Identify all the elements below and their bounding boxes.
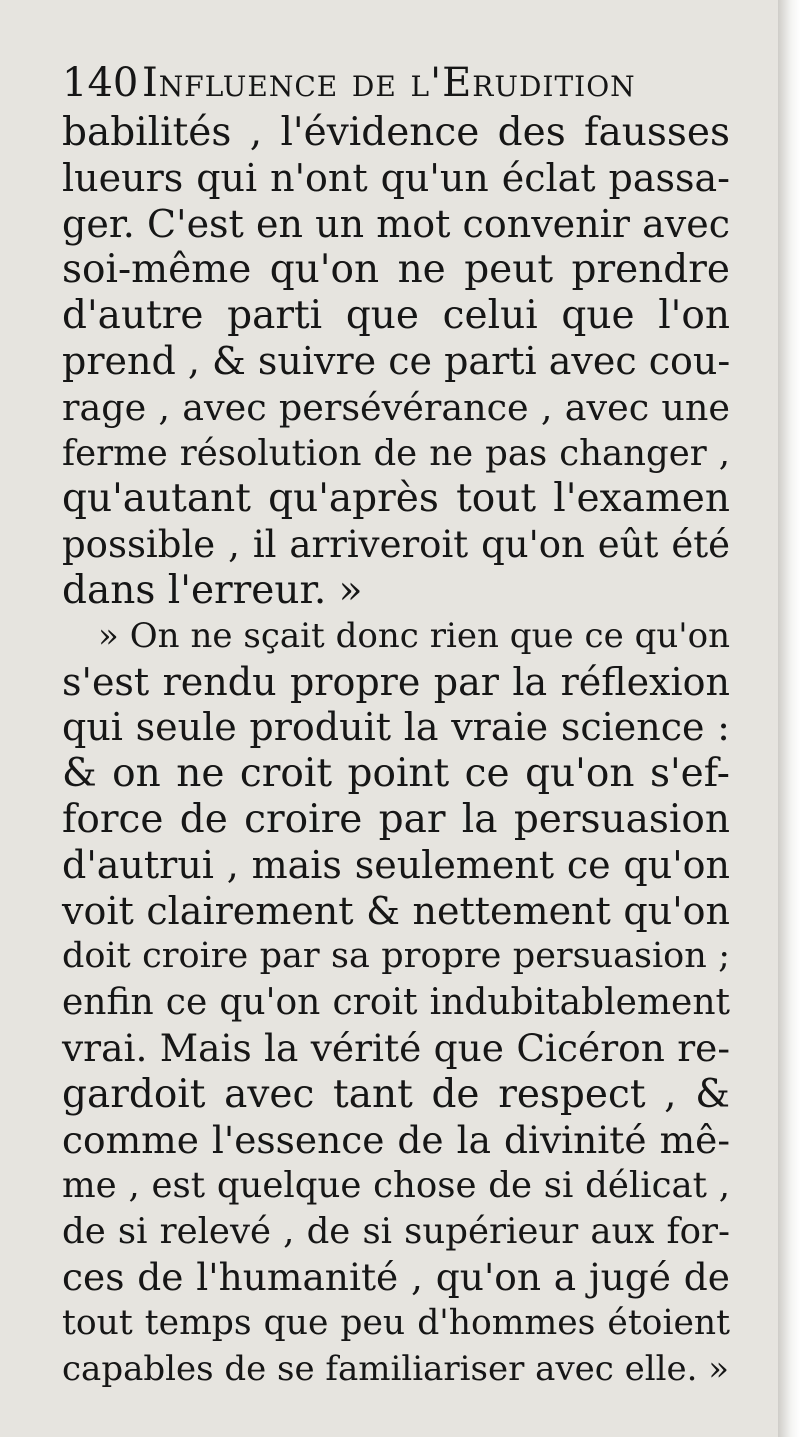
- text-line: qu'autant qu'après tout l'examen: [62, 476, 730, 522]
- page-number: 140: [62, 60, 139, 106]
- text-line: de si relevé , de si supérieur aux for-: [62, 1211, 730, 1253]
- text-line: tout temps que peu d'hommes étoient: [62, 1302, 730, 1343]
- text-line: babilités , l'évidence des fausses: [62, 110, 730, 155]
- text-line: lueurs qui n'ont qu'un éclat passa-: [62, 155, 730, 200]
- text-line: » On ne sçait donc rien que ce qu'on: [98, 615, 730, 656]
- paragraph-2: [62, 614, 730, 1393]
- running-title: Influence de l'Erudition: [142, 60, 636, 106]
- text-line: gardoit avec tant de respect , &: [62, 1071, 730, 1117]
- text-line: force de croire par la persuasion: [62, 796, 730, 842]
- page-edge: [778, 0, 800, 1437]
- page-header: [62, 56, 730, 110]
- text-line: capables de se familiariser avec elle. »: [62, 1348, 730, 1389]
- paragraph-1: [62, 110, 730, 614]
- text-line: soi-même qu'on ne peut prendre: [62, 247, 730, 293]
- text-line: doit croire par sa propre persuasion ;: [62, 936, 730, 977]
- text-line: prend , & suivre ce parti avec cou-: [62, 338, 731, 383]
- text-line: s'est rendu propre par la réflexion: [62, 659, 730, 704]
- text-line: d'autrui , mais seulement ce qu'on: [62, 842, 730, 887]
- text-block: [62, 56, 730, 1392]
- text-line: & on ne croit point ce qu'on s'ef-: [62, 751, 730, 797]
- text-line: rage , avec persévérance , avec une: [62, 385, 730, 429]
- text-line: dans l'erreur. »: [62, 567, 363, 613]
- text-line: possible , il arriveroit qu'on eût été: [62, 523, 730, 567]
- text-line: voit clairement & nettement qu'on: [62, 888, 730, 933]
- text-line: ferme résolution de ne pas changer ,: [62, 432, 730, 474]
- text-line: me , est quelque chose de si délicat ,: [62, 1165, 730, 1207]
- text-line: vrai. Mais la vérité que Cicéron re-: [62, 1025, 730, 1070]
- text-line: d'autre parti que celui que l'on: [62, 293, 730, 339]
- text-line: comme l'essence de la divinité mê-: [62, 1117, 730, 1162]
- text-line: enfin ce qu'on croit indubitablement: [62, 982, 730, 1024]
- text-line: ces de l'humanité , qu'on a jugé de: [62, 1254, 730, 1299]
- text-line: qui seule produit la vraie science :: [62, 705, 730, 750]
- text-line: ger. C'est en un mot convenir avec: [62, 201, 730, 246]
